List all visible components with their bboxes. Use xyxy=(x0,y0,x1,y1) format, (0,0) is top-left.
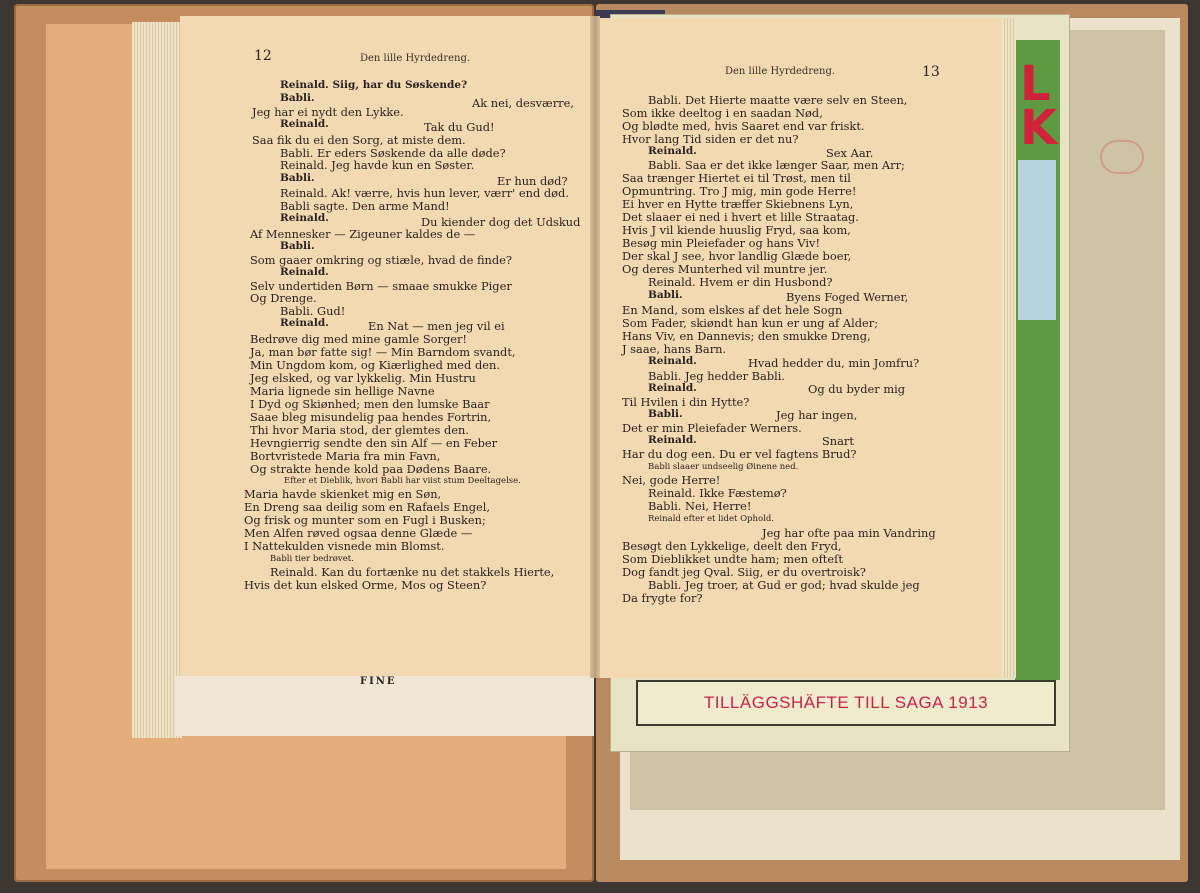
text-line: Jeg har ingen, xyxy=(776,408,858,422)
text-line: Du kiender dog det Udskud xyxy=(421,215,581,229)
text-line: Er hun død? xyxy=(497,174,568,188)
text-line: Og blødte med, hvis Saaret end var friskt. xyxy=(622,119,865,133)
text-line: Snart xyxy=(822,434,854,448)
text-line: Men Alfen røved ogsaa denne Glæde — xyxy=(244,526,473,540)
text-line: Ei hver en Hytte træffer Skiebnens Lyn, xyxy=(622,197,854,211)
text-line: Hvad hedder du, min Jomfru? xyxy=(748,356,920,370)
text-line: Efter et Dieblik, hvori Babli har viist stum Deeltagelse. xyxy=(284,476,521,486)
text-line: Hevngierrig sendte den sin Alf — en Feber xyxy=(250,436,498,450)
text-line: Som gaaer omkring og stiæle, hvad de finde? xyxy=(250,253,513,267)
text-line: Babli. xyxy=(280,92,315,104)
page-number-right: 13 xyxy=(922,64,940,80)
text-line: Hans Viv, en Dannevis; den smukke Dreng, xyxy=(622,329,871,343)
page-number-left: 12 xyxy=(254,48,272,64)
text-line: Og Drenge. xyxy=(250,291,317,305)
text-line: Reinald efter et lidet Ophold. xyxy=(648,514,774,524)
text-line: Som Fader, skiøndt han kun er ung af Alder; xyxy=(622,316,879,330)
text-line: Hvis det kun elsked Orme, Mos og Steen? xyxy=(244,578,487,592)
text-line: Ja, man bør fatte sig! — Min Barndom svandt, xyxy=(250,345,516,359)
text-line: Thi hvor Maria stod, der glemtes den. xyxy=(250,423,470,437)
text-line: Babli sagte. Den arme Mand! xyxy=(280,199,450,213)
text-line: Og du byder mig xyxy=(808,382,906,396)
text-line: Babli. xyxy=(648,289,683,301)
text-line: Opmuntring. Tro J mig, min gode Herre! xyxy=(622,184,857,198)
text-line: Af Mennesker — Zigeuner kaldes de — xyxy=(250,227,476,241)
text-line: Reinald. Jeg havde kun en Søster. xyxy=(280,158,475,172)
text-line: Reinald. Kan du fortænke nu det stakkels Hierte, xyxy=(270,565,555,579)
text-line: Jeg har ofte paa min Vandring xyxy=(762,526,936,540)
text-line: Babli. Gud! xyxy=(280,304,346,318)
text-line: I Dyd og Skiønhed; men den lumske Baar xyxy=(250,397,490,411)
text-line: Reinald. xyxy=(648,434,697,446)
text-line: Reinald. Ak! værre, hvis hun lever, værr' end død. xyxy=(280,186,569,200)
text-line: J saae, hans Barn. xyxy=(622,342,727,356)
text-line: Hvis J vil kiende huuslig Fryd, saa kom, xyxy=(622,223,851,237)
book-gutter xyxy=(590,16,600,678)
text-line: Der skal J see, hvor landlig Glæde boer, xyxy=(622,249,852,263)
text-line: Saa trænger Hiertet ei til Trøst, men til xyxy=(622,171,851,185)
text-line: Til Hvilen i din Hytte? xyxy=(622,395,750,409)
text-line: Det er min Pleiefader Werners. xyxy=(622,421,802,435)
text-line: Hvor lang Tid siden er det nu? xyxy=(622,132,799,146)
text-line: Reinald. xyxy=(280,212,329,224)
text-line: Tak du Gud! xyxy=(424,120,495,134)
text-line: Min Ungdom kom, og Kiærlighed med den. xyxy=(250,358,500,372)
pamphlet-title-letter: L xyxy=(1020,56,1051,112)
text-line: Reinald. xyxy=(648,382,697,394)
pamphlet-banner xyxy=(636,680,1056,726)
pamphlet-illustration-sky xyxy=(1018,160,1056,320)
text-line: Nei, gode Herre! xyxy=(622,473,721,487)
text-line: Babli slaaer undseelig Øinene ned. xyxy=(648,462,799,472)
text-line: Besøgt den Lykkelige, deelt den Fryd, xyxy=(622,539,842,553)
text-line: Selv undertiden Børn — smaae smukke Piger xyxy=(250,279,512,293)
text-line: Besøg min Pleiefader og hans Viv! xyxy=(622,236,821,250)
text-line: Babli tier bedrøvet. xyxy=(270,554,354,564)
text-line: Bedrøve dig med mine gamle Sorger! xyxy=(250,332,467,346)
text-line: En Mand, som elskes af det hele Sogn xyxy=(622,303,843,317)
text-line: Babli. xyxy=(648,408,683,420)
text-line: Reinald. Hvem er din Husbond? xyxy=(648,275,833,289)
pamphlet-banner-text: TILLÄGGSHÄFTE TILL SAGA 1913 xyxy=(703,693,989,712)
text-line: Babli. Er eders Søskende da alle døde? xyxy=(280,146,506,160)
text-line: Reinald. Siig, har du Søskende? xyxy=(280,79,468,91)
text-line: Bortvristede Maria fra min Favn, xyxy=(250,449,441,463)
text-line: Saa fik du ei den Sorg, at miste dem. xyxy=(252,133,466,147)
text-line: Det slaaer ei ned i hvert et lille Straatag. xyxy=(622,210,859,224)
text-line: Reinald. xyxy=(280,266,329,278)
red-pencil-mark xyxy=(1100,140,1144,174)
text-line: Reinald. xyxy=(280,118,329,130)
text-line: Maria havde skienket mig en Søn, xyxy=(244,487,442,501)
text-line: Reinald. xyxy=(648,355,697,367)
text-line: En Nat — men jeg vil ei xyxy=(368,319,505,333)
text-line: Reinald. Ikke Fæstemø? xyxy=(648,486,787,500)
text-line: Babli. Jeg troer, at Gud er god; hvad skulde jeg xyxy=(648,578,920,592)
text-line: Babli. Det Hierte maatte være selv en Steen, xyxy=(648,93,908,107)
text-line: Babli. xyxy=(280,172,315,184)
text-line: Dog fandt jeg Qval. Siig, er du overtroisk? xyxy=(622,565,866,579)
text-line: Babli. Nei, Herre! xyxy=(648,499,752,513)
text-line: Jeg elsked, og var lykkelig. Min Hustru xyxy=(250,371,476,385)
pamphlet-title-letter: K xyxy=(1020,100,1058,156)
running-header-left: Den lille Hyrdedreng. xyxy=(360,53,471,64)
fine-mark: FINE xyxy=(360,676,397,687)
text-line: Sex Aar. xyxy=(826,146,874,160)
text-line: Ak nei, desværre, xyxy=(472,96,574,110)
text-line: En Dreng saa deilig som en Rafaels Engel, xyxy=(244,500,491,514)
text-line: Byens Foged Werner, xyxy=(786,290,909,304)
text-line: Babli. Saa er det ikke længer Saar, men Arr; xyxy=(648,158,905,172)
running-header-right: Den lille Hyrdedreng. xyxy=(725,66,836,77)
text-line: Saae bleg misundelig paa hendes Fortrin, xyxy=(250,410,492,424)
left-page-stack xyxy=(132,22,182,738)
text-line: I Nattekulden visnede min Blomst. xyxy=(244,539,445,553)
text-line: Som ikke deeltog i en saadan Nød, xyxy=(622,106,823,120)
text-line: Da frygte for? xyxy=(622,591,703,605)
text-line: Og frisk og munter som en Fugl i Busken; xyxy=(244,513,486,527)
text-line: Som Dieblikket undte ham; men ofteſt xyxy=(622,552,843,566)
right-page-stack xyxy=(1002,18,1016,678)
text-line: Babli. Jeg hedder Babli. xyxy=(648,369,786,383)
text-line: Babli. xyxy=(280,240,315,252)
text-line: Og strakte hende kold paa Dødens Baare. xyxy=(250,462,492,476)
text-line: Jeg har ei nydt den Lykke. xyxy=(252,105,404,119)
text-line: Maria lignede sin hellige Navne xyxy=(250,384,435,398)
text-line: Reinald. xyxy=(648,145,697,157)
text-line: Og deres Munterhed vil muntre jer. xyxy=(622,262,828,276)
text-line: Reinald. xyxy=(280,317,329,329)
text-line: Har du dog een. Du er vel fagtens Brud? xyxy=(622,447,857,461)
